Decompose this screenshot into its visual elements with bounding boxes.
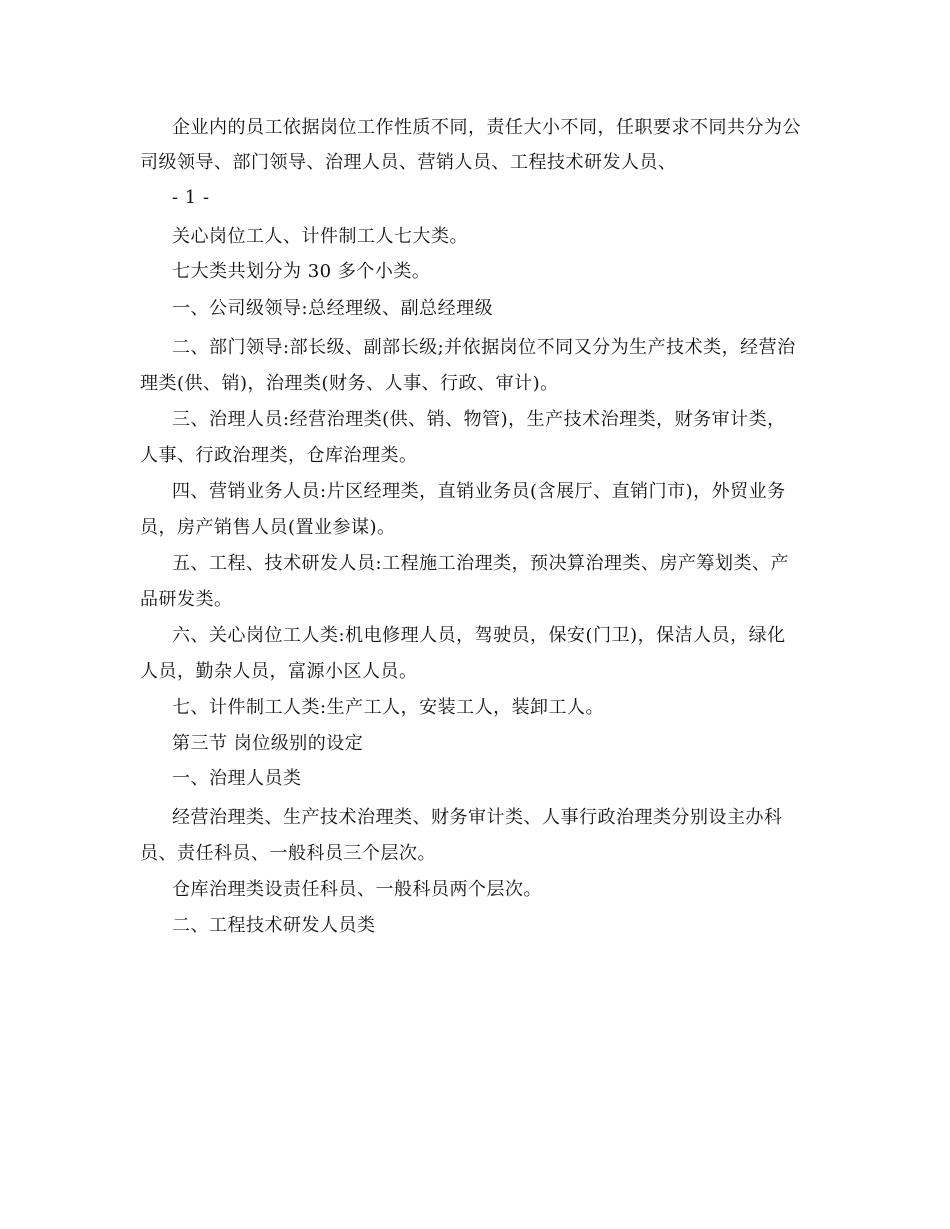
item-department-leaders-line-1: 二、部门领导:部长级、副部长级;并依据岗位不同又分为生产技术类，经营治	[172, 337, 796, 358]
item-sales-staff-line-1: 四、营销业务人员:片区经理类，直销业务员(含展厅、直销门市)，外贸业务	[172, 481, 786, 502]
paragraph-warehouse-levels: 仓库治理类设责任科员、一般科员两个层次。	[172, 879, 542, 900]
subheading-engineering-staff: 二、工程技术研发人员类	[172, 915, 376, 936]
section-heading-position-levels: 第三节 岗位级别的设定	[172, 733, 364, 754]
paragraph-management-levels-line-1: 经营治理类、生产技术治理类、财务审计类、人事行政治理类分别设主办科	[172, 807, 783, 828]
item-piecework-workers: 七、计件制工人类:生产工人，安装工人，装卸工人。	[172, 697, 605, 718]
paragraph-intro-line-1: 企业内的员工依据岗位工作性质不同，责任大小不同，任职要求不同共分为公	[172, 117, 801, 138]
item-engineering-staff-line-2: 品研发类。	[140, 589, 233, 610]
page-number: - 1 -	[172, 187, 210, 208]
item-company-leaders: 一、公司级领导:总经理级、副总经理级	[172, 298, 494, 319]
paragraph-management-levels-line-2: 员、责任科员、一般科员三个层次。	[140, 843, 436, 864]
paragraph-subcategory-count: 七大类共划分为 30 多个小类。	[172, 261, 431, 282]
item-support-workers-line-1: 六、关心岗位工人类:机电修理人员，驾驶员，保安(门卫)，保洁人员，绿化	[172, 625, 786, 646]
item-management-staff-line-1: 三、治理人员:经营治理类(供、销、物管)，生产技术治理类，财务审计类，	[172, 409, 786, 430]
item-management-staff-line-2: 人事、行政治理类，仓库治理类。	[140, 445, 418, 466]
item-department-leaders-line-2: 理类(供、销)，治理类(财务、人事、行政、审计)。	[140, 373, 559, 394]
paragraph-intro-line-3: 关心岗位工人、计件制工人七大类。	[172, 226, 468, 247]
item-engineering-staff-line-1: 五、工程、技术研发人员:工程施工治理类，预决算治理类、房产筹划类、产	[172, 553, 790, 574]
paragraph-intro-line-2: 司级领导、部门领导、治理人员、营销人员、工程技术研发人员、	[140, 152, 677, 173]
item-sales-staff-line-2: 员，房产销售人员(置业参谋)。	[140, 517, 396, 538]
subheading-management-staff: 一、治理人员类	[172, 768, 302, 789]
item-support-workers-line-2: 人员，勤杂人员，富源小区人员。	[140, 661, 418, 682]
